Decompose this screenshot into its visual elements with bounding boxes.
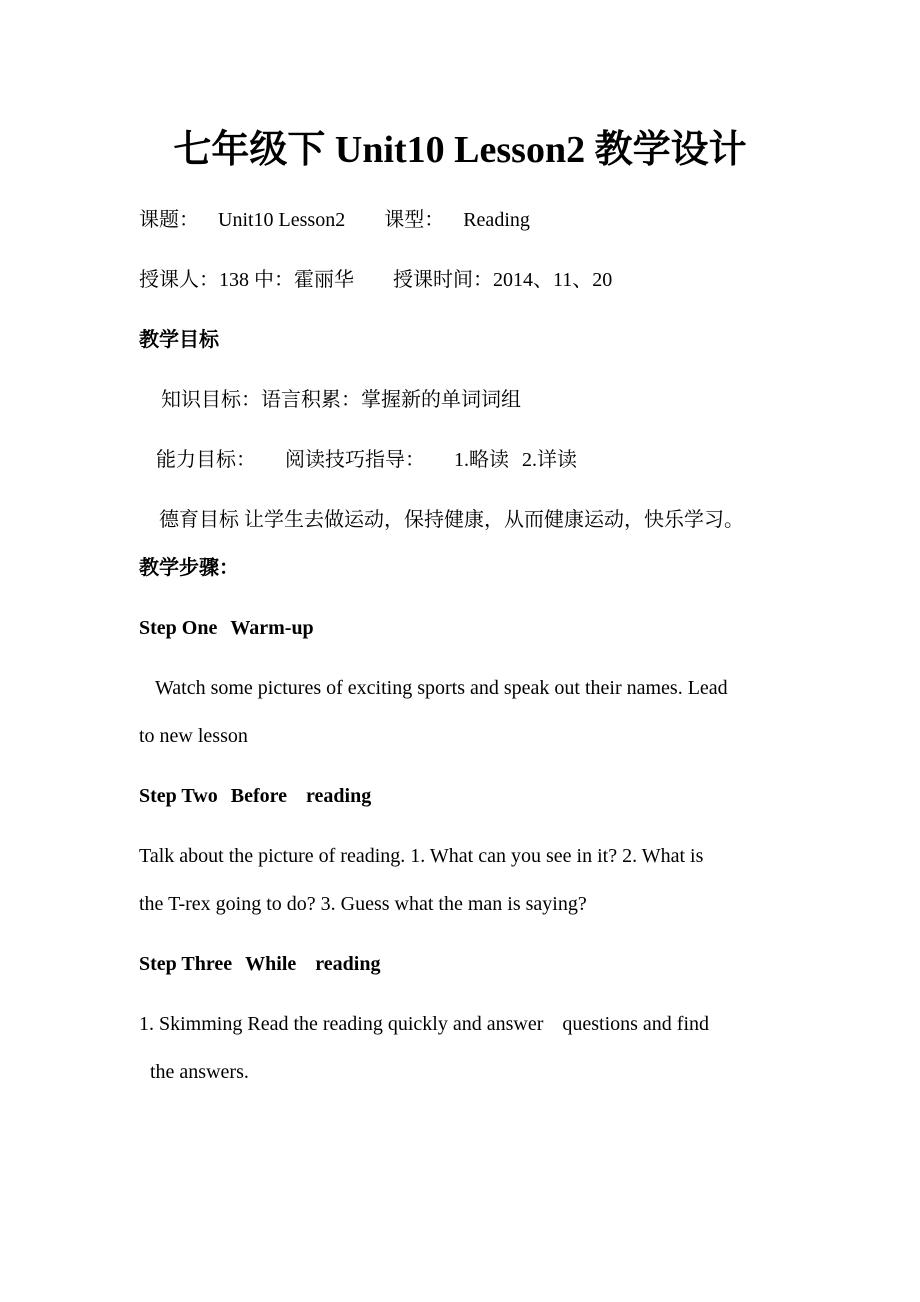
step-two-sub-1: Before — [230, 785, 288, 807]
time-label: 授课时间： — [393, 269, 493, 291]
knowledge-label: 知识目标： — [161, 389, 261, 411]
teacher-value: 138 中：霍丽华 — [219, 269, 354, 291]
step-two-text-line-1: Talk about the picture of reading. 1. What can you see in it? 2. What is — [139, 845, 704, 867]
step-one-text-line-2: to new lesson — [139, 725, 248, 747]
step-three-name: Step Three — [139, 953, 233, 975]
knowledge-objective — [161, 387, 521, 413]
ability-item-1: 1.略读 — [454, 449, 509, 471]
type-value: Reading — [463, 209, 530, 231]
step-one-text-line-1: Watch some pictures of exciting sports and speak out their names. Lead — [155, 677, 728, 699]
step-two-heading — [139, 783, 371, 809]
info-teacher-line — [139, 267, 612, 293]
moral-objective — [159, 507, 744, 533]
step-three-item-1-line-1 — [139, 1011, 709, 1037]
objectives-heading: 教学目标 — [139, 329, 219, 351]
step-three-sub-1: While — [245, 953, 297, 975]
step-three-item-1-part-1: 1. Skimming Read the reading quickly and answer — [139, 1013, 544, 1035]
step-one-name: Step One — [139, 617, 218, 639]
info-topic-line — [139, 207, 530, 233]
ability-value: 阅读技巧指导： — [285, 449, 425, 471]
moral-label: 德育目标 — [159, 509, 239, 531]
moral-value: 让学生去做运动，保持健康，从而健康运动，快乐学习。 — [244, 509, 744, 531]
step-two-text-line-2: the T-rex going to do? 3. Guess what the man is saying? — [139, 893, 587, 915]
time-value: 2014、11、20 — [493, 269, 613, 291]
ability-objective — [156, 447, 577, 473]
step-three-sub-2: reading — [315, 953, 381, 975]
step-one-heading — [139, 615, 314, 641]
step-one-sub: Warm-up — [230, 617, 314, 639]
topic-value: Unit10 Lesson2 — [218, 209, 346, 231]
step-two-name: Step Two — [139, 785, 218, 807]
document-title: 七年级下 Unit10 Lesson2 教学设计 — [173, 129, 747, 171]
teacher-label: 授课人： — [139, 269, 219, 291]
step-three-item-1-part-2: questions and find — [562, 1013, 710, 1035]
step-three-item-1-line-2: the answers. — [150, 1061, 249, 1083]
topic-label: 课题： — [139, 209, 199, 231]
ability-label: 能力目标： — [156, 449, 256, 471]
step-three-heading — [139, 951, 380, 977]
step-two-sub-2: reading — [306, 785, 372, 807]
type-label: 课型： — [384, 209, 445, 231]
ability-item-2: 2.详读 — [522, 449, 577, 471]
steps-heading: 教学步骤： — [139, 557, 239, 579]
knowledge-value: 语言积累：掌握新的单词词组 — [261, 389, 521, 411]
